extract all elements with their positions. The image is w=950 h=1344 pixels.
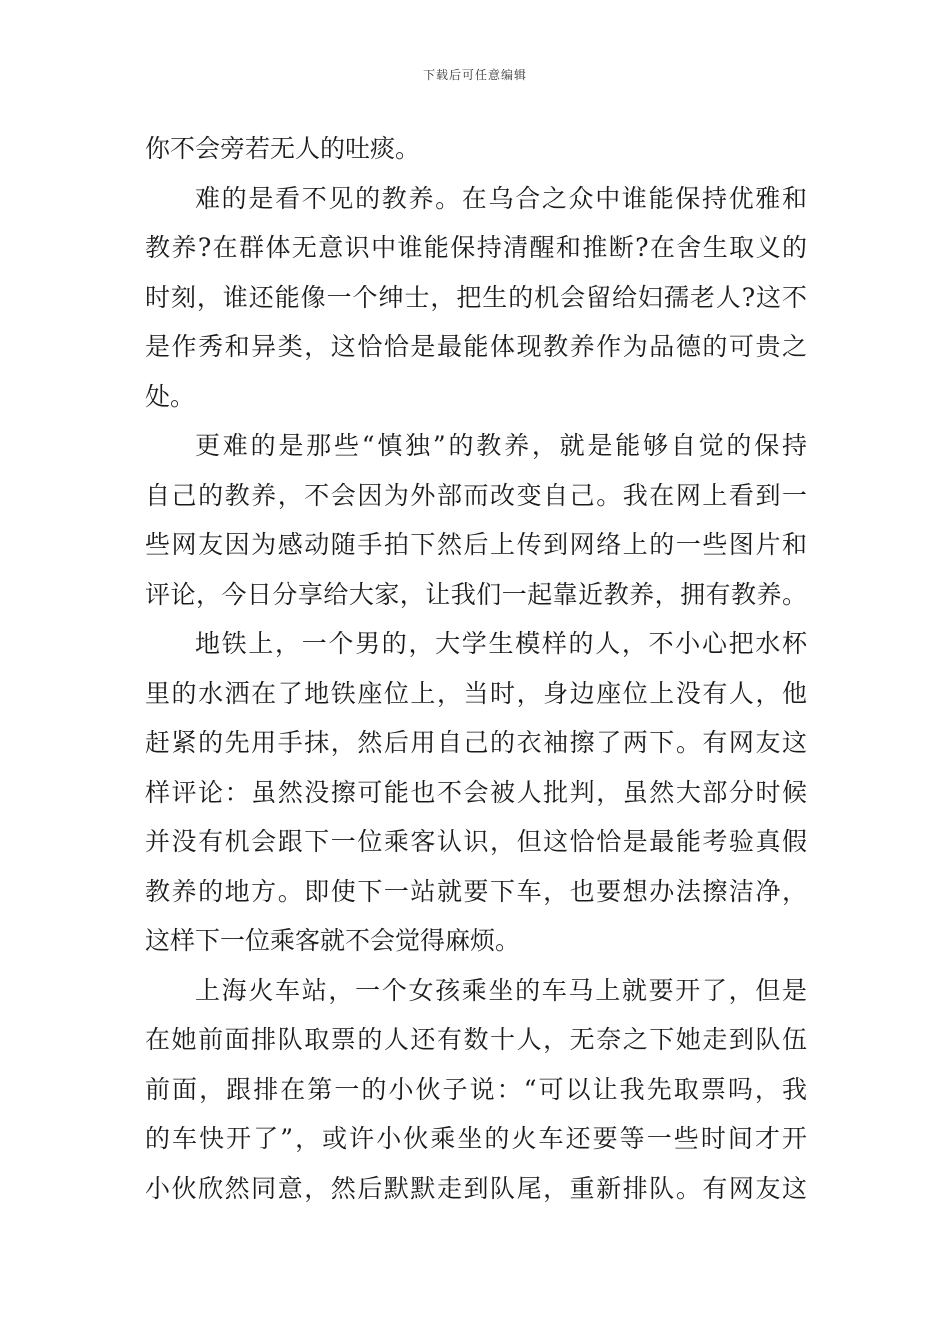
- paragraph-first-line: 难的是看不见的教养。在乌合之众中谁能保持优雅和: [195, 183, 807, 213]
- text-line: 时刻，谁还能像一个绅士，把生的机会留给妇孺老人?这不: [145, 282, 807, 312]
- text-line: 处。: [145, 381, 196, 411]
- text-line: 前面，跟排在第一的小伙子说：“可以让我先取票吗，我: [145, 1074, 807, 1104]
- text-line: 里的水洒在了地铁座位上，当时，身边座位上没有人，他: [145, 678, 807, 708]
- body-text: [145, 124, 807, 1213]
- text-line: 小伙欣然同意，然后默默走到队尾，重新排队。有网友这: [145, 1173, 807, 1203]
- text-line: 是作秀和异类，这恰恰是最能体现教养作为品德的可贵之: [145, 332, 807, 361]
- text-line: 这样下一位乘客就不会觉得麻烦。: [145, 926, 521, 955]
- text-line: 赶紧的先用手抹，然后用自己的衣袖擦了两下。有网友这: [145, 728, 807, 757]
- text-line: 并没有机会跟下一位乘客认识，但这恰恰是最能考验真假: [145, 827, 807, 856]
- text-line: 评论，今日分享给大家，让我们一起靠近教养，拥有教养。: [145, 579, 807, 609]
- text-line: 自己的教养，不会因为外部而改变自己。我在网上看到一: [145, 480, 807, 510]
- text-line: 些网友因为感动随手拍下然后上传到网络上的一些图片和: [145, 530, 807, 559]
- paragraph-first-line: 更难的是那些“慎独”的教养，就是能够自觉的保持: [195, 431, 807, 460]
- page-header: 下载后可任意编辑: [422, 68, 527, 82]
- text-line: 教养?在群体无意识中谁能保持清醒和推断?在舍生取义的: [145, 233, 807, 262]
- paragraph-first-line: 上海火车站，一个女孩乘坐的车马上就要开了，但是: [195, 975, 807, 1005]
- text-line: 样评论：虽然没擦可能也不会被人批判，虽然大部分时候: [145, 777, 807, 807]
- text-line: 你不会旁若无人的吐痰。: [145, 134, 421, 163]
- paragraph-first-line: 地铁上，一个男的，大学生模样的人，不小心把水杯: [195, 629, 807, 658]
- text-line: 教养的地方。即使下一站就要下车，也要想办法擦洁净，: [145, 876, 807, 906]
- text-line: 在她前面排队取票的人还有数十人，无奈之下她走到队伍: [145, 1025, 807, 1054]
- text-line: 的车快开了”，或许小伙乘坐的火车还要等一些时间才开: [145, 1124, 807, 1153]
